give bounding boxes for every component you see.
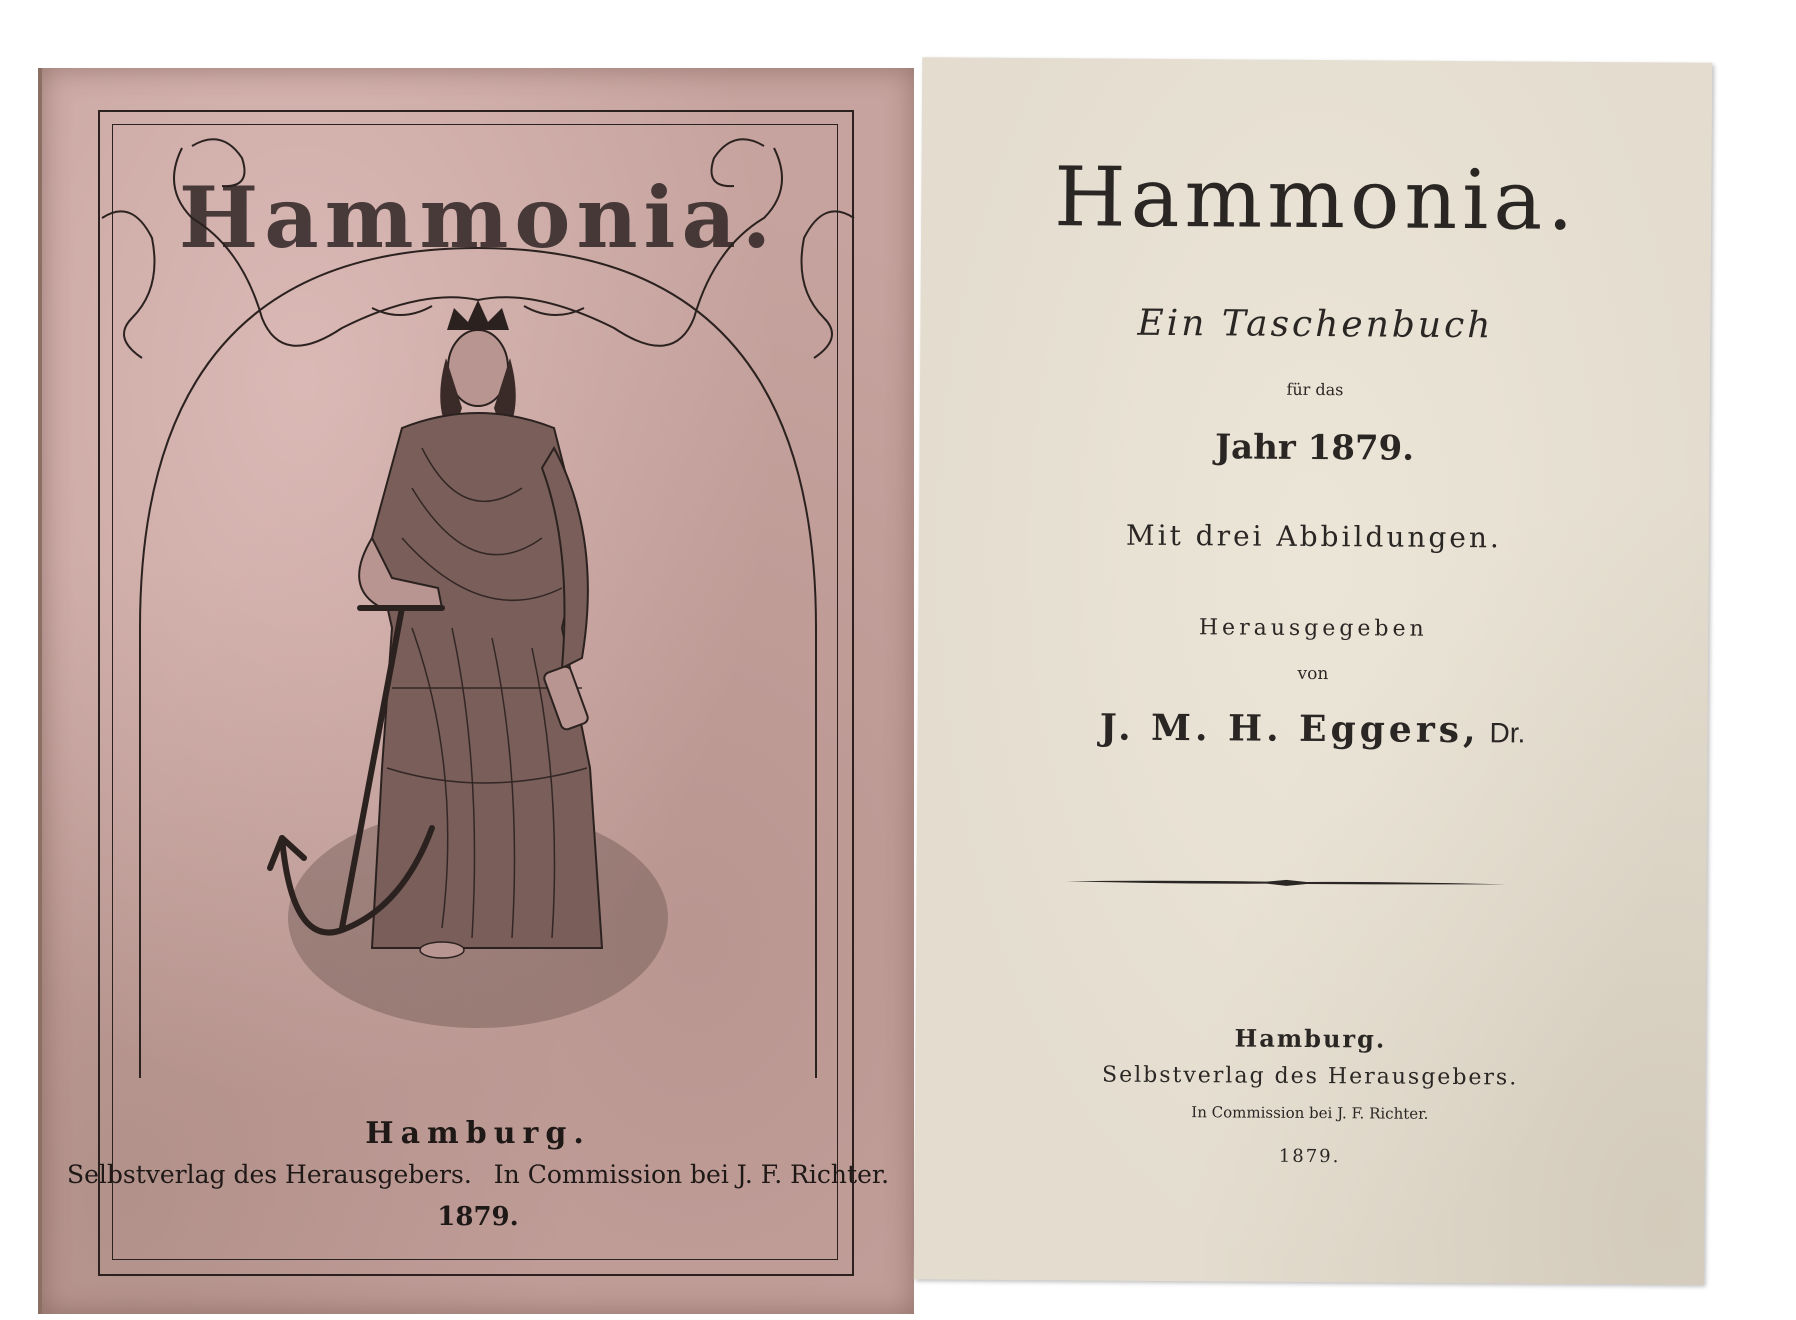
book-cover	[38, 68, 914, 1314]
title-page-illustrations: Mit drei Abbildungen.	[1125, 518, 1503, 555]
title-page-subtitle: Ein Taschenbuch	[1137, 302, 1494, 347]
title-page-year: 1879.	[1278, 1145, 1341, 1168]
title-page-fuer-das: für das	[1286, 379, 1344, 400]
cover-city: Hamburg.	[365, 1116, 591, 1151]
title-page-herausgegeben: Herausgegeben	[1198, 615, 1428, 642]
title-page-title: Hammonia.	[1053, 150, 1579, 249]
author-title: Dr.	[1489, 717, 1526, 749]
title-page-von: von	[1297, 663, 1329, 685]
title-page-commission: In Commission bei J. F. Richter.	[1191, 1103, 1429, 1123]
cover-year: 1879.	[437, 1202, 519, 1232]
cover-publisher-self: Selbstverlag des Herausgebers.	[66, 1160, 472, 1189]
cover-publisher-line	[42, 1160, 914, 1189]
author-name: J. M. H. Eggers,	[1099, 706, 1480, 752]
cover-publisher-commission: In Commission bei J. F. Richter.	[493, 1160, 890, 1189]
title-page-city: Hamburg.	[1234, 1023, 1387, 1054]
title-page	[914, 57, 1713, 1284]
title-page-year-line: Jahr 1879.	[1214, 427, 1415, 469]
cover-title: Hammonia.	[178, 168, 778, 267]
title-page-author	[917, 705, 1707, 753]
title-page-publisher: Selbstverlag des Herausgebers.	[1101, 1062, 1519, 1091]
title-page-divider-rule	[1066, 876, 1506, 889]
